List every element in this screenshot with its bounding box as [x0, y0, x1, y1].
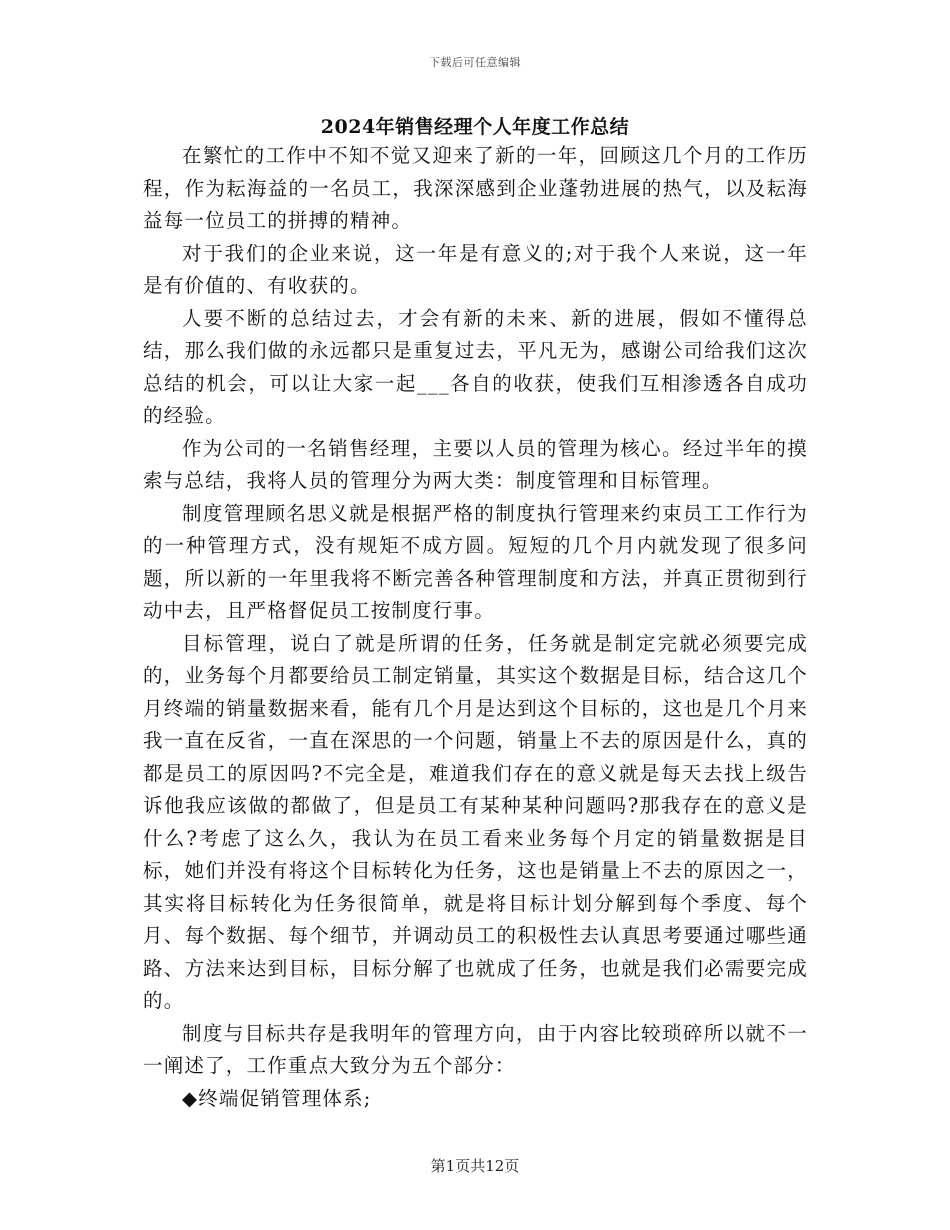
paragraph-3: 人要不断的总结过去，才会有新的未来、新的进展，假如不懂得总结，那么我们做的永远都只是重复过去，平凡无为，感谢公司给我们这次总结的机会，可以让大家一起___各自的收获，使我们互相渗透各自成功的经验。	[143, 306, 808, 427]
paragraph-7: 制度与目标共存是我明年的管理方向，由于内容比较琐碎所以就不一一阐述了，工作重点大致分为五个部分：	[143, 1021, 808, 1077]
page-number: 第1页共12页	[430, 1157, 520, 1175]
paragraph-4: 作为公司的一名销售经理，主要以人员的管理为核心。经过半年的摸索与总结，我将人员的管理分为两大类：制度管理和目标管理。	[143, 436, 808, 492]
paragraph-8-bullet: ◆终端促销管理体系;	[182, 1086, 372, 1110]
paragraph-5: 制度管理顾名思义就是根据严格的制度执行管理来约束员工工作行为的一种管理方式，没有规矩不成方圆。短短的几个月内就发现了很多问题，所以新的一年里我将不断完善各种管理制度和方法，并真正贯彻到行动中去，且严格督促员工按制度行事。	[143, 501, 808, 622]
document-body	[143, 140, 808, 1115]
document-title: 2024年销售经理个人年度工作总结	[320, 116, 630, 138]
page-header-note: 下载后可任意编辑	[429, 56, 521, 69]
paragraph-1: 在繁忙的工作中不知不觉又迎来了新的一年，回顾这几个月的工作历程，作为耘海益的一名员工，我深深感到企业蓬勃进展的热气，以及耘海益每一位员工的拼搏的精神。	[143, 144, 808, 232]
paragraph-6: 目标管理，说白了就是所谓的任务，任务就是制定完就必须要完成的，业务每个月都要给员工制定销量，其实这个数据是目标，结合这几个月终端的销量数据来看，能有几个月是达到这个目标的，这也是几个月来我一直在反省，一直在深思的一个问题，销量上不去的原因是什么，真的都是员工的原因吗?不完全是，难道我们存在的意义就是每天去找上级告诉他我应该做的都做了，但是员工有某种某种问题吗?那我存在的意义是什么?考虑了这么久，我认为在员工看来业务每个月定的销量数据是目标，她们并没有将这个目标转化为任务，这也是销量上不去的原因之一，其实将目标转化为任务很简单，就是将目标计划分解到每个季度、每个月、每个数据、每个细节，并调动员工的积极性去认真思考要通过哪些通路、方法来达到目标，目标分解了也就成了任务，也就是我们必需要完成的。	[143, 631, 808, 1012]
paragraph-2: 对于我们的企业来说，这一年是有意义的;对于我个人来说，这一年是有价值的、有收获的。	[143, 241, 808, 297]
